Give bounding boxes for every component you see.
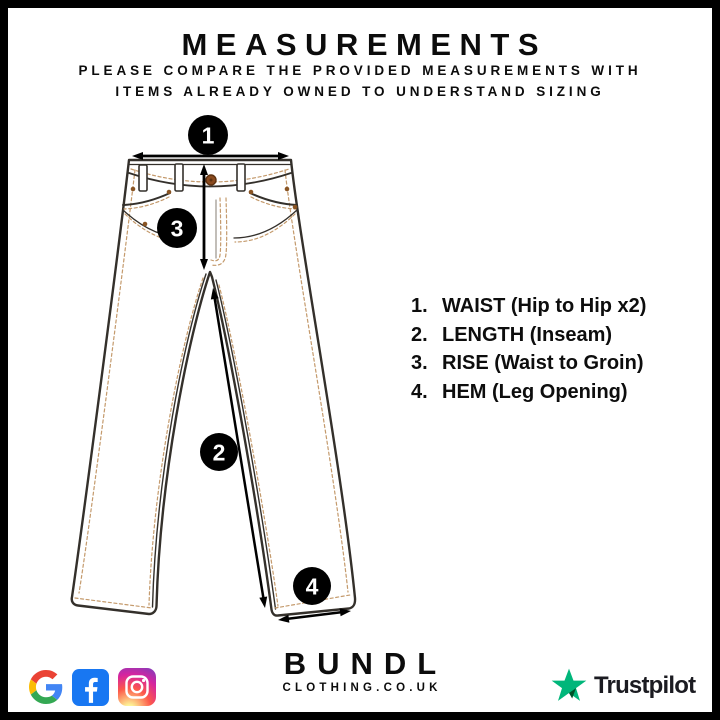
legend-number: 1. <box>411 295 428 317</box>
trustpilot-label: Trustpilot <box>594 672 696 699</box>
google-icon <box>29 670 63 704</box>
social-icons <box>29 668 156 706</box>
instagram-icon <box>118 668 156 706</box>
jeans-drawing <box>72 160 355 616</box>
trustpilot-star-icon <box>549 666 589 706</box>
legend-item-length <box>411 324 646 353</box>
marker-2-length <box>200 433 238 471</box>
marker-4-hem <box>293 567 331 605</box>
legend-text: HEM (Leg Opening) <box>442 381 628 404</box>
marker-3-rise <box>157 208 197 248</box>
waist-button <box>206 175 216 185</box>
legend-item-rise <box>411 352 646 381</box>
subtitle-line-1: PLEASE COMPARE THE PROVIDED MEASUREMENTS WITH <box>78 63 642 78</box>
legend-number: 2. <box>411 323 428 346</box>
marker-3-label: 3 <box>170 215 184 242</box>
jeans-silhouette <box>72 160 355 616</box>
marker-4-label: 4 <box>305 573 319 600</box>
facebook-icon <box>72 669 109 706</box>
legend-text: LENGTH (Inseam) <box>442 323 613 346</box>
legend-number: 4. <box>411 381 428 404</box>
legend-text: WAIST (Hip to Hip x2) <box>442 295 647 317</box>
trustpilot-logo <box>549 666 695 706</box>
brand-domain: CLOTHING.CO.UK <box>282 682 442 694</box>
marker-2-label: 2 <box>212 439 226 466</box>
brand-logo <box>273 647 448 694</box>
measurement-legend <box>411 295 646 410</box>
legend-number: 3. <box>411 352 428 375</box>
legend-item-hem <box>411 381 646 410</box>
brand-name: BUNDL <box>283 646 448 681</box>
legend-text: RISE (Waist to Groin) <box>442 352 644 375</box>
subtitle-line-2: ITEMS ALREADY OWNED TO UNDERSTAND SIZING <box>115 84 605 99</box>
marker-1-label: 1 <box>201 122 215 149</box>
legend-item-waist <box>411 295 646 324</box>
page-title: MEASUREMENTS <box>181 27 547 62</box>
marker-1-waist <box>188 115 228 155</box>
